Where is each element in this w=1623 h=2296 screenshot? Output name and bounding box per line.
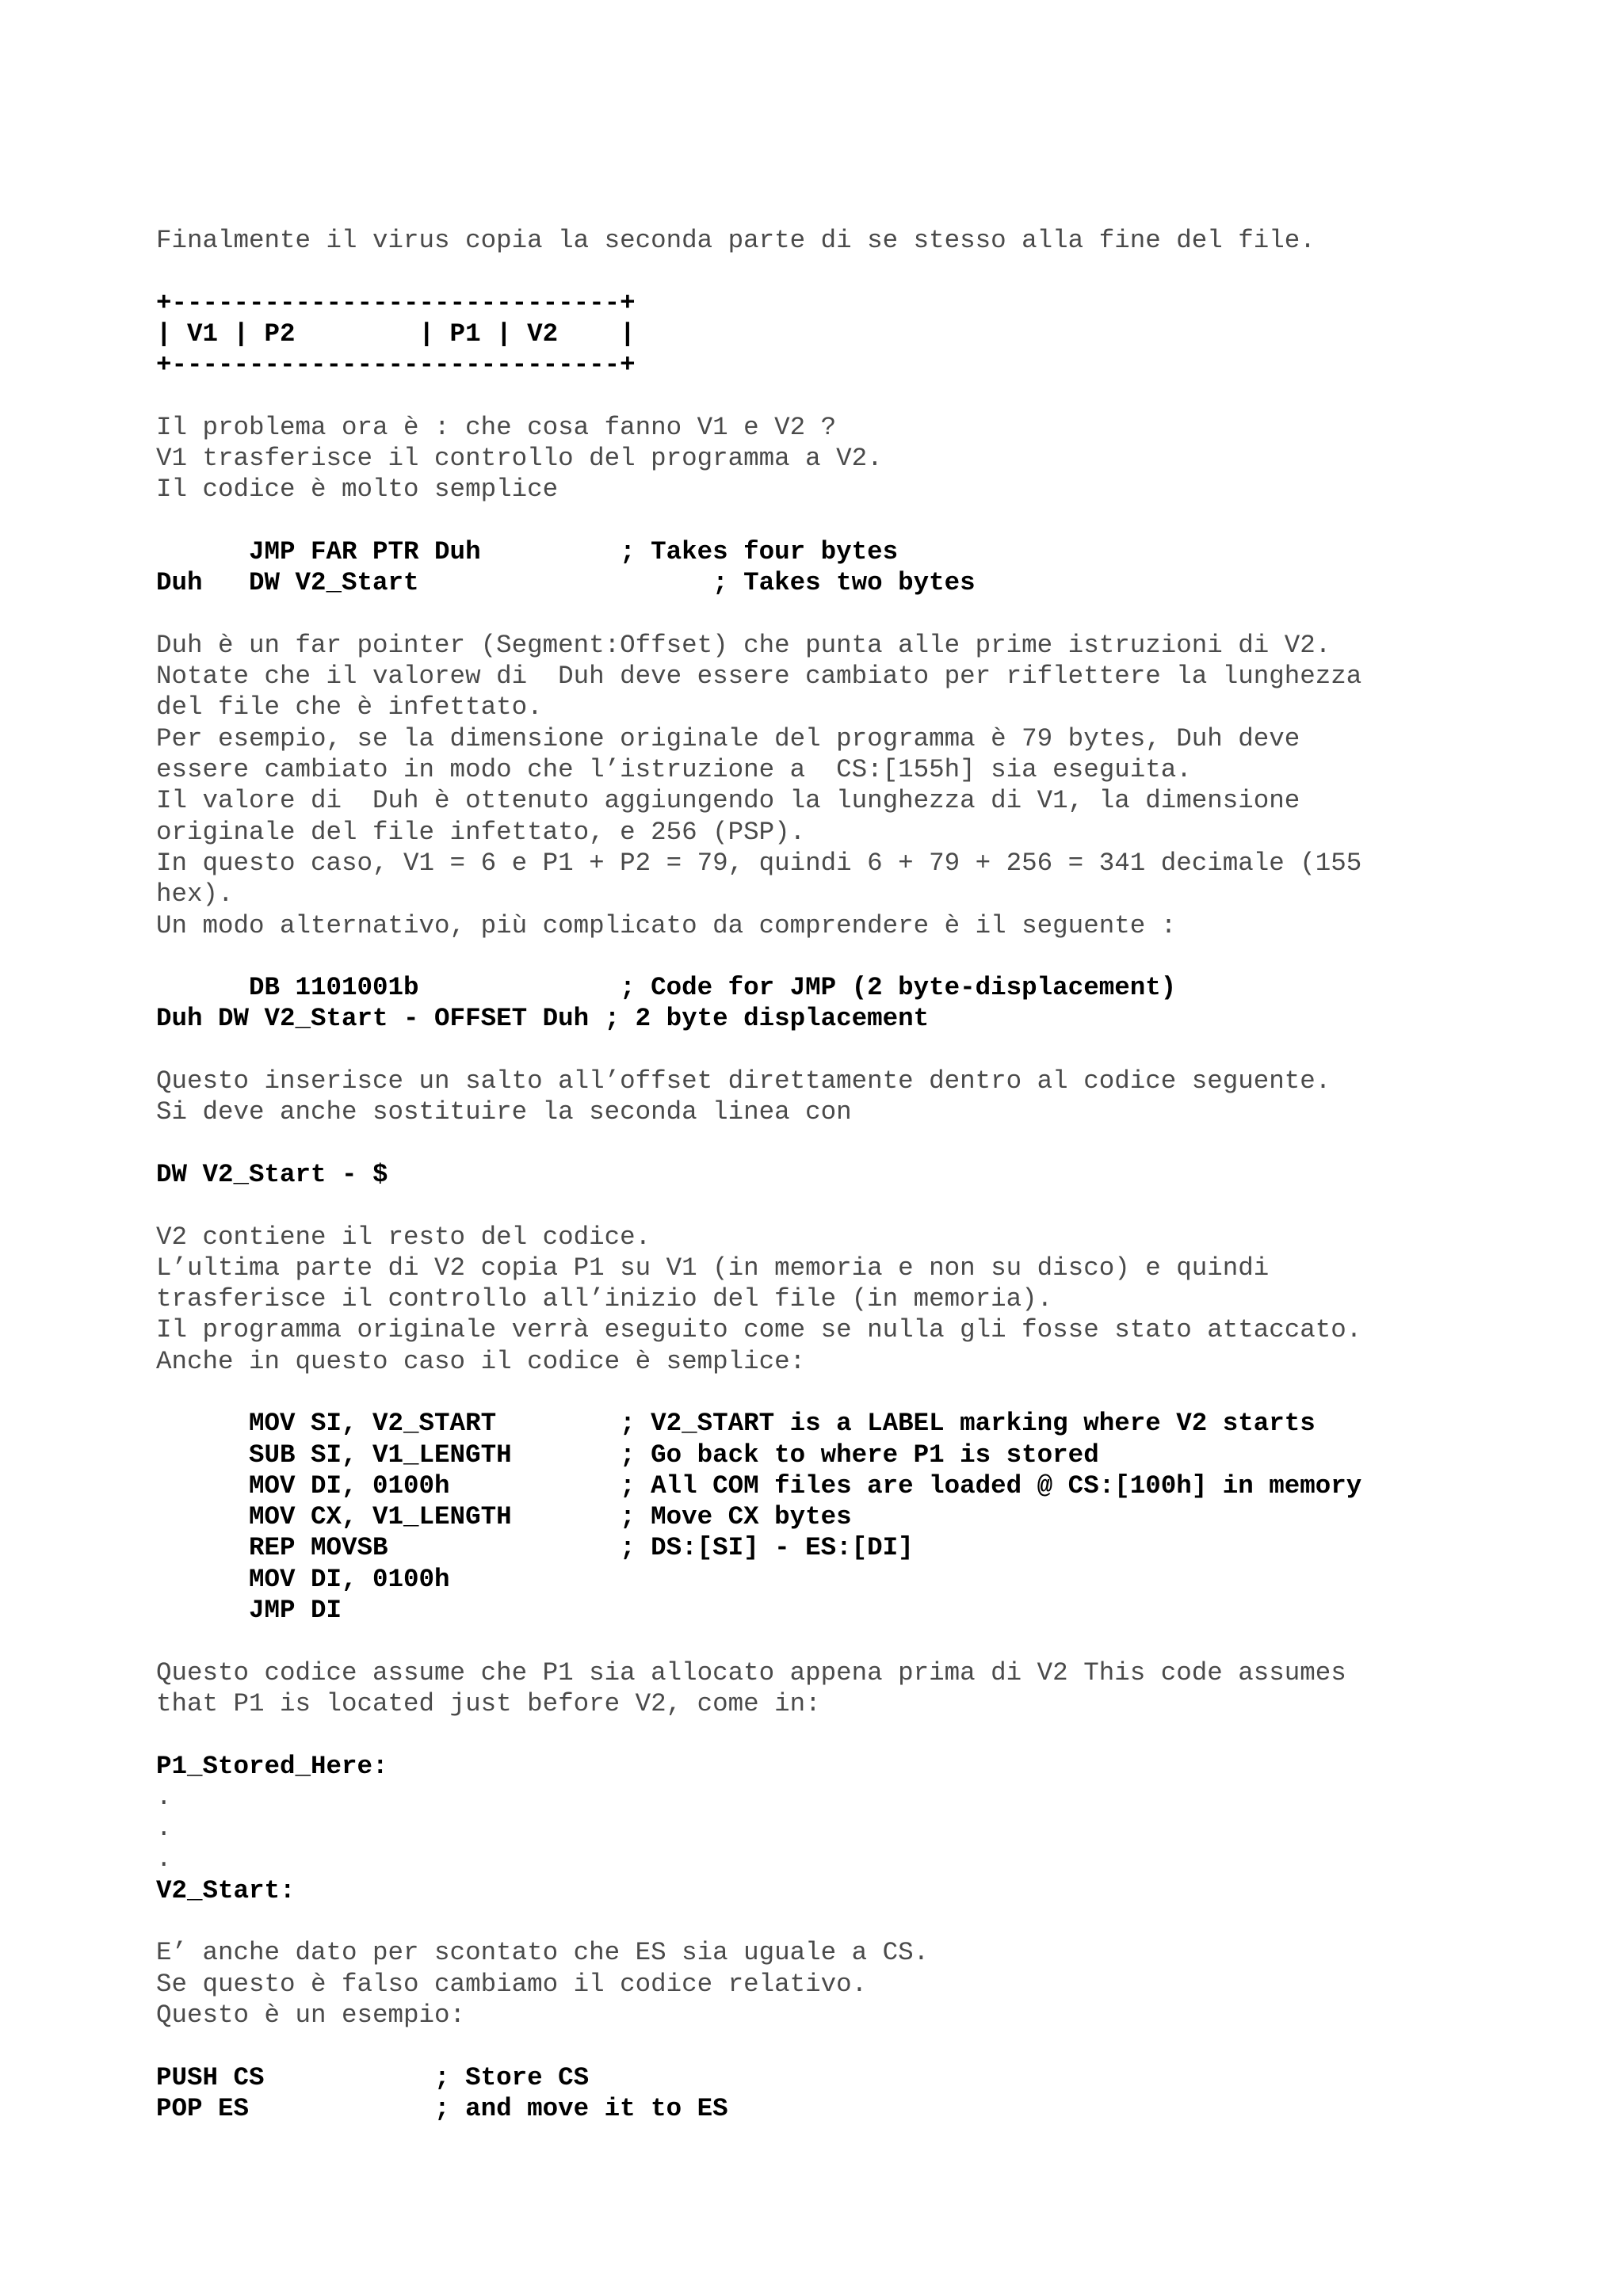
- text-line: Si deve anche sostituire la seconda linea con: [156, 1097, 852, 1127]
- blank-line: [156, 941, 1519, 972]
- code-label: P1_Stored_Here:: [156, 1751, 388, 1781]
- code-line: REP MOVSB ; DS:[SI] - ES:[DI]: [156, 1533, 914, 1563]
- text-line: Il codice è molto semplice: [156, 475, 559, 505]
- text-line: Un modo alternativo, più complicato da comprendere è il seguente :: [156, 910, 1177, 940]
- code-line: SUB SI, V1_LENGTH ; Go back to where P1 is stored: [156, 1440, 1099, 1470]
- code-line: MOV DI, 0100h: [156, 1564, 450, 1594]
- code-line: PUSH CS ; Store CS: [156, 2062, 590, 2092]
- text-line: Per esempio, se la dimensione originale del programma è 79 bytes, Duh deve: [156, 723, 1300, 753]
- code-line: DB 1101001b ; Code for JMP (2 byte-displacement): [156, 973, 1177, 1003]
- blank-line: [156, 2031, 1519, 2061]
- text-line: Il problema ora è : che cosa fanno V1 e V2 ?: [156, 412, 837, 442]
- text-line: Questo è un esempio:: [156, 2000, 466, 2030]
- code-line: MOV SI, V2_START ; V2_START is a LABEL marking where V2 starts: [156, 1409, 1316, 1439]
- text-line: Se questo è falso cambiamo il codice relativo.: [156, 1969, 868, 1999]
- text-line: Questo inserisce un salto all’offset direttamente dentro al codice seguente.: [156, 1066, 1331, 1097]
- ellipsis-dot: .: [156, 1814, 172, 1844]
- blank-line: [156, 599, 1519, 630]
- text-line: originale del file infettato, e 256 (PSP).: [156, 817, 806, 847]
- ellipsis-dot: .: [156, 1844, 172, 1875]
- code-label: V2_Start:: [156, 1875, 296, 1905]
- text-line: that P1 is located just before V2, come in:: [156, 1688, 821, 1718]
- code-line: DW V2_Start - $: [156, 1159, 388, 1189]
- blank-line: [156, 1190, 1519, 1221]
- text-line: hex).: [156, 879, 234, 910]
- text-line: L’ultima parte di V2 copia P1 su V1 (in memoria e non su disco) e quindi: [156, 1253, 1270, 1283]
- blank-line: [156, 1377, 1519, 1408]
- text-line: Anche in questo caso il codice è semplice:: [156, 1346, 806, 1376]
- blank-line: [156, 505, 1519, 536]
- code-line: MOV DI, 0100h ; All COM files are loaded @ CS:[100h] in memory: [156, 1470, 1362, 1501]
- text-line: E’ anche dato per scontato che ES sia uguale a CS.: [156, 1938, 930, 1968]
- diagram-row: | V1 | P2 | P1 | V2 |: [156, 318, 636, 349]
- text-line: Il valore di Duh è ottenuto aggiungendo la lunghezza di V1, la dimensione: [156, 786, 1300, 816]
- text-line: trasferisce il controllo all’inizio del file (in memoria).: [156, 1284, 1053, 1314]
- text-line: Notate che il valorew di Duh deve essere cambiato per riflettere la lunghezza: [156, 662, 1362, 692]
- blank-line: [156, 1128, 1519, 1159]
- code-line: Duh DW V2_Start - OFFSET Duh ; 2 byte displacement: [156, 1004, 930, 1034]
- blank-line: [156, 1035, 1519, 1066]
- code-line: JMP DI: [156, 1596, 342, 1626]
- code-line: JMP FAR PTR Duh ; Takes four bytes: [156, 536, 899, 566]
- text-line: Finalmente il virus copia la seconda parte di se stesso alla fine del file.: [156, 226, 1316, 255]
- blank-line: [156, 1719, 1519, 1750]
- text-line: del file che è infettato.: [156, 692, 543, 723]
- blank-line: [156, 1906, 1519, 1937]
- text-line: V1 trasferisce il controllo del programma a V2.: [156, 444, 883, 474]
- ellipsis-dot: .: [156, 1782, 172, 1812]
- code-line: MOV CX, V1_LENGTH ; Move CX bytes: [156, 1502, 852, 1532]
- diagram-border-bottom: +-----------------------------+: [156, 350, 636, 380]
- text-line: Duh è un far pointer (Segment:Offset) che punta alle prime istruzioni di V2.: [156, 630, 1331, 660]
- code-line: Duh DW V2_Start ; Takes two bytes: [156, 568, 976, 598]
- text-line: V2 contiene il resto del codice.: [156, 1222, 651, 1252]
- code-line: POP ES ; and move it to ES: [156, 2093, 728, 2123]
- text-line: Questo codice assume che P1 sia allocato appena prima di V2 This code assumes: [156, 1657, 1346, 1688]
- diagram-border-top: +-----------------------------+: [156, 288, 636, 318]
- text-line: essere cambiato in modo che l’istruzione a CS:[155h] sia eseguita.: [156, 755, 1192, 785]
- blank-line: [156, 256, 1519, 287]
- document-body: [156, 225, 1519, 2124]
- text-line: In questo caso, V1 = 6 e P1 + P2 = 79, quindi 6 + 79 + 256 = 341 decimale (155: [156, 848, 1362, 878]
- text-line: Il programma originale verrà eseguito come se nulla gli fosse stato attaccato.: [156, 1315, 1362, 1345]
- blank-line: [156, 1626, 1519, 1657]
- blank-line: [156, 380, 1519, 411]
